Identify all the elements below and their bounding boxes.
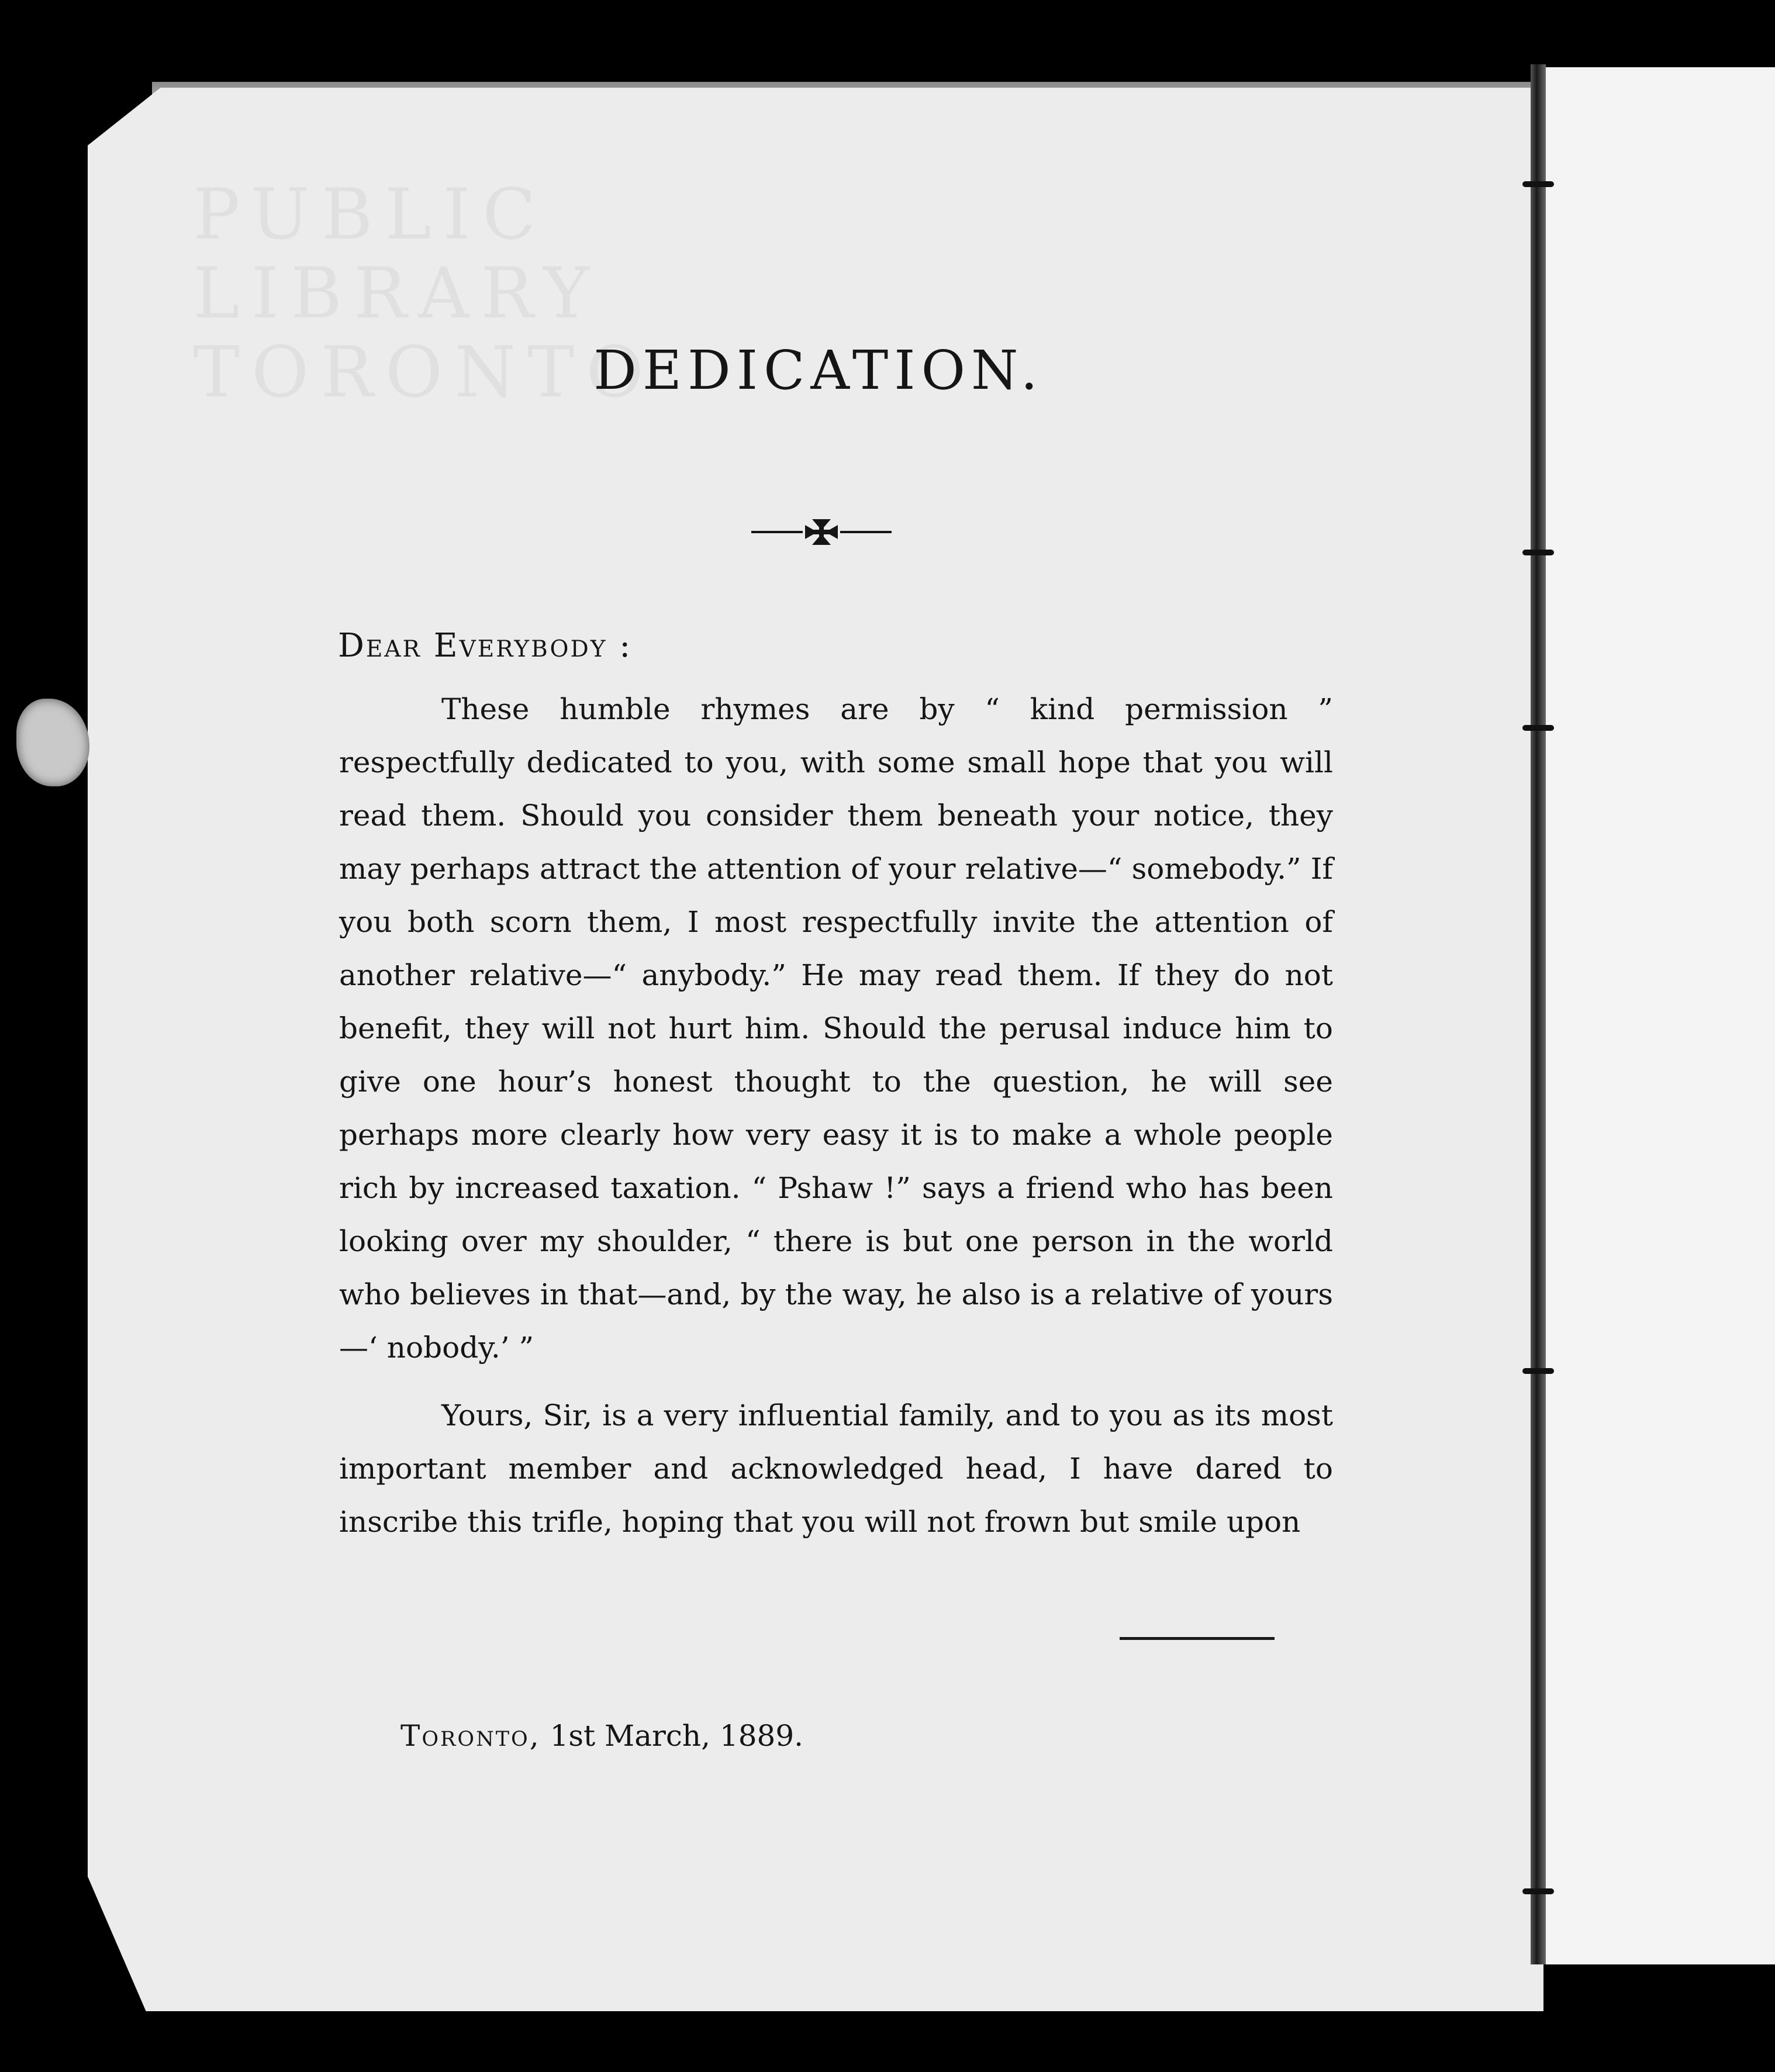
paragraph: Yours, Sir, is a very influential family, and to you as its most important member and acknowledged head, I have dared to inscribe this trifle, hoping that you will not frown but smile upon xyxy=(339,1398,1333,1539)
binding-stitch xyxy=(1522,181,1554,187)
cross-ornament-icon xyxy=(751,514,892,550)
dateline xyxy=(400,1719,803,1753)
page-title: DEDICATION. xyxy=(593,339,1044,402)
binding-stitch xyxy=(1522,725,1554,731)
facing-page xyxy=(1541,67,1775,1964)
book-spine xyxy=(1531,64,1546,1964)
show-through-text: PUBLIC LIBRARY TORONTO xyxy=(193,174,655,413)
binding-stitch xyxy=(1522,1888,1554,1894)
binding-stitch xyxy=(1522,1368,1554,1374)
dateline-date: 1st March, 1889. xyxy=(550,1719,804,1753)
dedication-body xyxy=(339,683,1333,1549)
signature-line xyxy=(1120,1637,1275,1640)
paragraph: These humble rhymes are by “ kind permission ” respectfully dedicated to you, with some small hope that you will read them. Should you consider them beneath your notice, they may perhaps attract the attention of your relative—“ somebody.” If you both scorn them, I most respectfully invite the attention of another relative—“ anybody.” He may read them. If they do not benefit, they will not hurt him. Should the perusal induce him to give one hour’s honest thought to the question, he will see perhaps more clearly how very easy it is to make a whole people rich by increased taxation. “ Pshaw !” says a friend who has been looking over my shoulder, “ there is but one person in the world who believes in that—and, by the way, he also is a relative of yours—‘ nobody.’ ” xyxy=(339,692,1333,1365)
binding-stitch xyxy=(1522,550,1554,555)
torn-paper-fragment xyxy=(16,699,89,786)
salutation: Dear Everybody : xyxy=(338,627,633,665)
dateline-place: Toronto, xyxy=(400,1719,541,1753)
